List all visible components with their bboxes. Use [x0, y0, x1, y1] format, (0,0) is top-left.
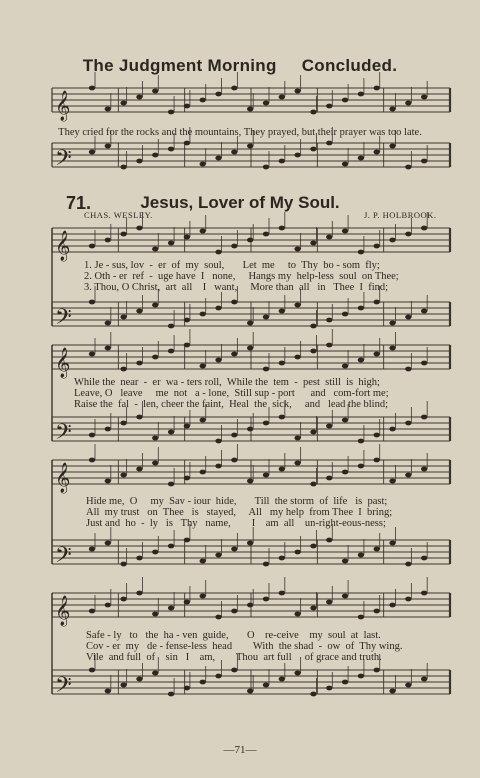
bass-clef-icon: 𝄢 [55, 305, 72, 335]
note-head [358, 553, 364, 558]
note-head [120, 473, 126, 478]
note-head [263, 232, 269, 237]
note-head [389, 603, 395, 608]
note-head [421, 226, 427, 231]
note-head [215, 553, 221, 558]
note-head [421, 591, 427, 596]
note-head [310, 606, 316, 611]
note-head [326, 600, 332, 605]
note-head [421, 556, 427, 561]
note-head [263, 421, 269, 426]
note-head [358, 464, 364, 469]
note-head [215, 615, 221, 620]
note-head [310, 349, 316, 354]
note-head [152, 461, 158, 466]
bass-clef-icon: 𝄢 [55, 673, 72, 703]
note-head [342, 418, 348, 423]
note-head [184, 104, 190, 109]
note-head [279, 361, 285, 366]
treble-clef-icon: 𝄞 [55, 463, 71, 493]
note-head [263, 683, 269, 688]
note-head [294, 153, 300, 158]
note-head [231, 352, 237, 357]
note-head [421, 309, 427, 314]
note-head [200, 418, 206, 423]
note-head [215, 464, 221, 469]
lyric-line: Cov - er my de - fense-less head With the shad - ow of Thy wing. [86, 641, 403, 652]
note-head [136, 309, 142, 314]
note-head [184, 600, 190, 605]
note-head [231, 547, 237, 552]
note-head [294, 303, 300, 308]
note-head [105, 107, 111, 112]
note-head [374, 244, 380, 249]
lyric-line: All my trust on Thee is stayed, All my help from Thee I bring; [86, 507, 393, 518]
note-head [342, 594, 348, 599]
note-head [168, 324, 174, 329]
note-head [342, 312, 348, 317]
note-head [168, 544, 174, 549]
note-head [247, 479, 253, 484]
note-head [89, 244, 95, 249]
note-head [168, 110, 174, 115]
note-head [342, 559, 348, 564]
note-head [89, 547, 95, 552]
note-head [247, 107, 253, 112]
note-head [421, 361, 427, 366]
note-head [421, 467, 427, 472]
note-head [184, 343, 190, 348]
note-head [421, 677, 427, 682]
note-head [374, 86, 380, 91]
note-head [405, 473, 411, 478]
note-head [120, 101, 126, 106]
note-head [279, 159, 285, 164]
note-head [374, 547, 380, 552]
author-credit: CHAS. WESLEY. [84, 210, 153, 220]
lyric-line: Hide me, O my Sav - iour hide, Till the storm of life is past; [86, 496, 388, 507]
note-head [279, 677, 285, 682]
note-head [326, 318, 332, 323]
note-head [152, 153, 158, 158]
note-head [326, 538, 332, 543]
note-head [294, 671, 300, 676]
note-head [421, 415, 427, 420]
note-head [389, 144, 395, 149]
note-head [389, 689, 395, 694]
note-head [310, 241, 316, 246]
note-head [389, 346, 395, 351]
note-head [136, 556, 142, 561]
note-head [279, 556, 285, 561]
note-head [152, 550, 158, 555]
note-head [310, 482, 316, 487]
note-head [342, 98, 348, 103]
note-head [120, 315, 126, 320]
note-head [231, 433, 237, 438]
note-head [215, 358, 221, 363]
note-head [231, 86, 237, 91]
note-head [247, 321, 253, 326]
note-head [168, 147, 174, 152]
note-head [310, 430, 316, 435]
note-head [200, 559, 206, 564]
note-head [120, 421, 126, 426]
note-head [326, 141, 332, 146]
note-head [342, 364, 348, 369]
note-head [405, 562, 411, 567]
note-head [389, 238, 395, 243]
note-head [374, 458, 380, 463]
note-head [279, 226, 285, 231]
note-head [342, 229, 348, 234]
note-head [405, 683, 411, 688]
note-head [405, 315, 411, 320]
note-head [152, 436, 158, 441]
note-head [215, 674, 221, 679]
note-head [89, 433, 95, 438]
note-head [279, 309, 285, 314]
note-head [279, 415, 285, 420]
note-head [358, 156, 364, 161]
title-left: The Judgment Morning [82, 56, 277, 75]
note-head [105, 238, 111, 243]
note-head [374, 300, 380, 305]
note-head [389, 321, 395, 326]
note-head [105, 541, 111, 546]
note-head [279, 467, 285, 472]
note-head [200, 364, 206, 369]
note-head [247, 541, 253, 546]
note-head [168, 430, 174, 435]
note-head [326, 476, 332, 481]
note-head [89, 609, 95, 614]
note-head [263, 597, 269, 602]
note-head [120, 165, 126, 170]
note-head [310, 110, 316, 115]
note-head [89, 300, 95, 305]
note-head [310, 544, 316, 549]
title-right: Concluded. [301, 56, 398, 75]
note-head [215, 250, 221, 255]
bass-clef-icon: 𝄢 [55, 543, 72, 573]
note-head [168, 692, 174, 697]
note-head [136, 415, 142, 420]
note-head [326, 343, 332, 348]
note-head [231, 300, 237, 305]
note-head [200, 229, 206, 234]
page-number: —71— [223, 744, 257, 756]
note-head [184, 538, 190, 543]
note-head [358, 358, 364, 363]
note-head [215, 306, 221, 311]
note-head [136, 226, 142, 231]
note-head [184, 318, 190, 323]
note-head [326, 686, 332, 691]
note-head [247, 144, 253, 149]
lyric-line: 1. Je - sus, lov - er of my soul, Let me to Thy bo - som fly; [84, 260, 380, 271]
note-head [310, 147, 316, 152]
note-head [89, 668, 95, 673]
note-head [294, 89, 300, 94]
note-head [326, 424, 332, 429]
note-head [136, 677, 142, 682]
note-head [374, 150, 380, 155]
note-head [389, 541, 395, 546]
note-head [263, 367, 269, 372]
note-head [89, 86, 95, 91]
note-head [89, 458, 95, 463]
note-head [342, 162, 348, 167]
note-head [200, 312, 206, 317]
note-head [136, 159, 142, 164]
note-head [374, 609, 380, 614]
note-head [184, 235, 190, 240]
note-head [200, 680, 206, 685]
note-head [231, 668, 237, 673]
note-head [120, 597, 126, 602]
note-head [184, 424, 190, 429]
note-head [231, 150, 237, 155]
lyric-line: Raise the fal - len, cheer the faint, Heal the sick, and lead the blind; [74, 399, 389, 410]
note-head [405, 421, 411, 426]
note-head [263, 315, 269, 320]
note-head [152, 355, 158, 360]
note-head [200, 98, 206, 103]
note-head [247, 689, 253, 694]
note-head [184, 141, 190, 146]
note-head [247, 603, 253, 608]
lyric-line: Safe - ly to the ha - ven guide, O re-ceive my soul at last. [86, 630, 381, 641]
note-head [405, 597, 411, 602]
note-head [247, 427, 253, 432]
note-head [231, 609, 237, 614]
note-head [294, 355, 300, 360]
note-head [105, 346, 111, 351]
note-head [105, 689, 111, 694]
lyric-line: Just and ho - ly is Thy name, I am all un-right-eous-ness; [86, 518, 386, 529]
note-head [200, 470, 206, 475]
note-head [120, 232, 126, 237]
note-head [200, 594, 206, 599]
note-head [326, 235, 332, 240]
note-head [105, 144, 111, 149]
note-head [421, 159, 427, 164]
note-head [263, 562, 269, 567]
note-head [231, 244, 237, 249]
note-head [247, 238, 253, 243]
note-head [168, 349, 174, 354]
note-head [294, 550, 300, 555]
note-head [310, 692, 316, 697]
bass-clef-icon: 𝄢 [55, 146, 72, 176]
note-head [374, 668, 380, 673]
note-head [89, 352, 95, 357]
note-head [263, 473, 269, 478]
note-head [247, 346, 253, 351]
note-head [152, 303, 158, 308]
bass-clef-icon: 𝄢 [55, 420, 72, 450]
note-head [294, 247, 300, 252]
note-head [358, 306, 364, 311]
judgment-morning-title [0, 56, 480, 76]
note-head [168, 241, 174, 246]
treble-clef-icon: 𝄞 [55, 596, 71, 626]
note-head [215, 92, 221, 97]
note-head [389, 427, 395, 432]
note-head [152, 612, 158, 617]
note-head [152, 671, 158, 676]
note-head [136, 591, 142, 596]
hymn-title: Jesus, Lover of My Soul. [140, 193, 340, 212]
note-head [152, 89, 158, 94]
note-head [421, 95, 427, 100]
note-head [184, 686, 190, 691]
lyric-line: 3. Thou, O Christ, art all I want, More than all in Thee I find; [84, 282, 389, 293]
judgment-morning-lyric: They cried for the rocks and the mountains, They prayed, but their prayer was too late. [58, 127, 422, 138]
note-head [310, 324, 316, 329]
note-head [342, 470, 348, 475]
note-head [358, 439, 364, 444]
note-head [358, 615, 364, 620]
note-head [405, 101, 411, 106]
note-head [389, 479, 395, 484]
hymn-number: 71. [66, 193, 92, 213]
note-head [279, 591, 285, 596]
note-head [215, 156, 221, 161]
note-head [136, 95, 142, 100]
note-head [358, 92, 364, 97]
note-head [279, 95, 285, 100]
note-head [405, 367, 411, 372]
lyric-line: Vile and full of sin I am, Thou art full of grace and truth. [86, 652, 382, 663]
note-head [263, 165, 269, 170]
lyric-line: Leave, O leave me not a - lone, Still sup - port and com-fort me; [74, 388, 389, 399]
lyric-line: 2. Oth - er ref - uge have I none, Hangs my help-less soul on Thee; [84, 271, 399, 282]
note-head [105, 603, 111, 608]
note-head [215, 439, 221, 444]
note-head [168, 606, 174, 611]
note-head [200, 162, 206, 167]
note-head [152, 247, 158, 252]
note-head [105, 321, 111, 326]
note-head [374, 352, 380, 357]
note-head [120, 562, 126, 567]
note-head [389, 107, 395, 112]
note-head [326, 104, 332, 109]
note-head [105, 427, 111, 432]
note-head [358, 674, 364, 679]
note-head [294, 461, 300, 466]
note-head [168, 482, 174, 487]
note-head [263, 101, 269, 106]
note-head [120, 683, 126, 688]
lyric-line: While the near - er wa - ters roll, While the tem - pest still is high; [74, 377, 380, 388]
note-head [89, 150, 95, 155]
treble-clef-icon: 𝄞 [55, 348, 71, 378]
note-head [231, 458, 237, 463]
note-head [184, 476, 190, 481]
note-head [294, 436, 300, 441]
note-head [405, 232, 411, 237]
composer-credit: J. P. HOLBROOK. [364, 210, 437, 220]
note-head [294, 612, 300, 617]
note-head [105, 479, 111, 484]
note-head [136, 467, 142, 472]
note-head [405, 165, 411, 170]
note-head [374, 433, 380, 438]
note-head [136, 361, 142, 366]
note-head [358, 250, 364, 255]
note-head [120, 367, 126, 372]
note-head [342, 680, 348, 685]
treble-clef-icon: 𝄞 [55, 91, 71, 121]
treble-clef-icon: 𝄞 [55, 231, 71, 261]
